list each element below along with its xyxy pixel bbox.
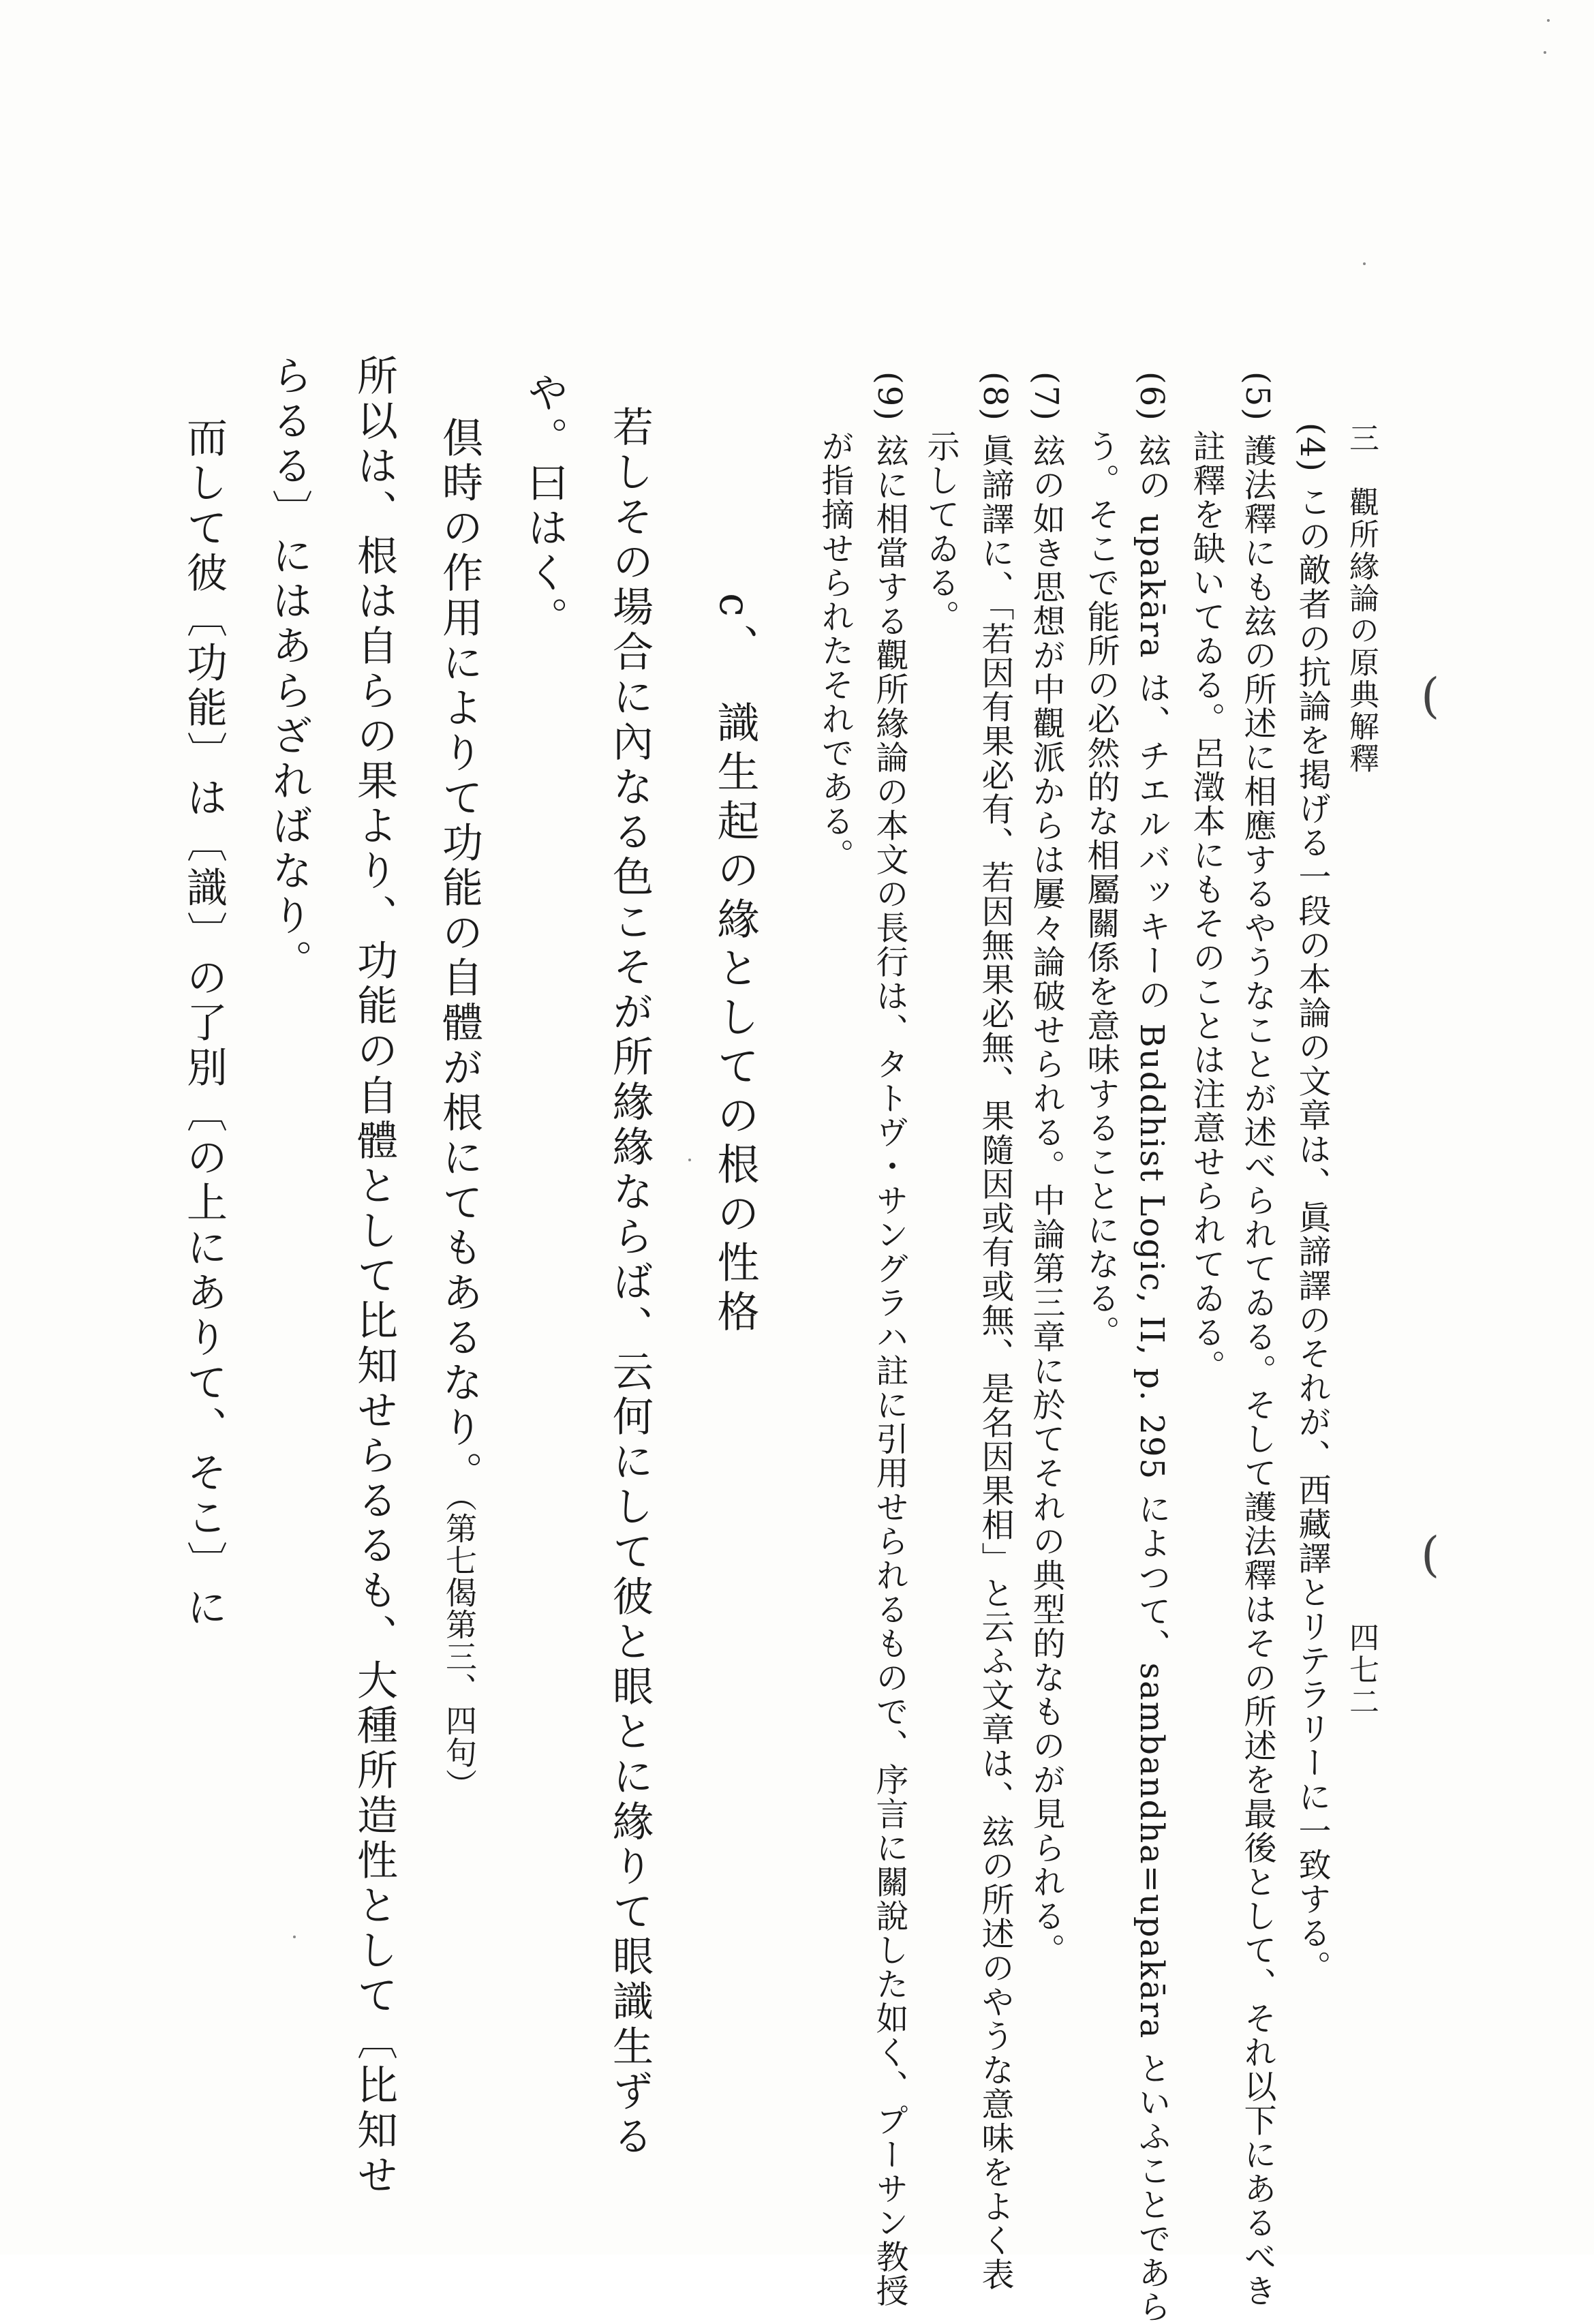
note-text: 示してゐる。 [921, 429, 960, 634]
note-8 [976, 371, 1014, 2292]
scan-speck [1363, 262, 1366, 265]
note-7 [1027, 371, 1065, 1968]
margin-mark: ( [1421, 668, 1440, 724]
note-marker: (7) [1027, 371, 1065, 422]
note-6-cont [1082, 429, 1120, 1349]
note-text: 玆に相當する觀所緣論の本文の長行は、タトヴ・サングラハ註に引用せられるもので、序言に關說した如く、プーサン教授 [870, 433, 908, 2308]
note-6 [1133, 371, 1171, 2324]
note-marker: (4) [1293, 423, 1331, 473]
margin-mark: ( [1421, 1527, 1440, 1583]
note-4 [1293, 423, 1331, 1985]
note-5 [1238, 371, 1276, 2308]
verse-text: 倶時の作用によりて功能の自體が根にてもあるなり。 [435, 371, 483, 1496]
body-line-6: 而して彼〔功能〕は〔識〕の了別〔の上にありて、そこ〕に [180, 371, 228, 1631]
note-marker: (8) [976, 371, 1014, 422]
note-text: 眞諦譯に、「若因有果必有、若因無果必無、果隨因或有或無、是名因果相」と云ふ文章は、玆の所述のやうな意味をよく表 [976, 433, 1014, 2292]
note-text: 註釋を缺いてゐる。呂澂本にもそのことは注意せられてゐる。 [1187, 429, 1225, 1383]
scan-speck [1544, 51, 1546, 54]
body-line-2: や。曰はく。 [521, 371, 568, 641]
body-line-3 [435, 371, 483, 1801]
note-5-cont [1187, 429, 1225, 1383]
scan-speck [1547, 19, 1550, 22]
note-marker: (6) [1133, 371, 1171, 422]
note-text: 玆の如き思想が中觀派からは屢々論破せられる。中論第三章に於てそれの典型的なものが見られる。 [1027, 433, 1065, 1968]
verse-reference: （第七偈第三、四句） [441, 1496, 478, 1801]
note-9-cont [816, 429, 854, 872]
chapter-title: 三 觀所緣論の原典解釋 [1344, 423, 1379, 775]
body-line-1: 若しその場合に內なる色こそが所緣緣ならば、云何にして彼と眼とに緣りて眼識生ずる [606, 406, 654, 2160]
note-8-cont [921, 429, 960, 634]
section-heading: c、 識生起の緣としての根の性格 [710, 593, 760, 1339]
note-marker: (5) [1238, 371, 1276, 422]
page-number: 四七二 [1344, 1622, 1379, 1718]
body-line-5: らるる〕にはあらざればなり。 [265, 354, 313, 984]
note-text: 玆の upakāra は、チエルバッキーの Buddhist Logic, II, p. 295 によつて、sambandha=upakāra といふことであら [1133, 433, 1171, 2324]
note-text: う。そこで能所の必然的な相屬關係を意味することになる。 [1082, 429, 1120, 1349]
note-text: この敵者の抗論を掲げる一段の本論の文章は、眞諦譯のそれが、西藏譯とリテラリーに一致する。 [1293, 485, 1331, 1985]
scan-speck [688, 1159, 691, 1161]
note-marker: (9) [870, 371, 908, 422]
scan-speck [293, 1936, 296, 1938]
note-text: が指摘せられたそれである。 [816, 429, 854, 872]
body-line-4: 所以は、根は自らの果より、功能の自體として比知せらるるも、大種所造性として〔比知せ [350, 354, 398, 2199]
note-9 [870, 371, 908, 2308]
note-text: 護法釋にも玆の所述に相應するやうなことが述べられてゐる。そして護法釋はその所述を最後として、それ以下にあるべき [1238, 433, 1276, 2308]
